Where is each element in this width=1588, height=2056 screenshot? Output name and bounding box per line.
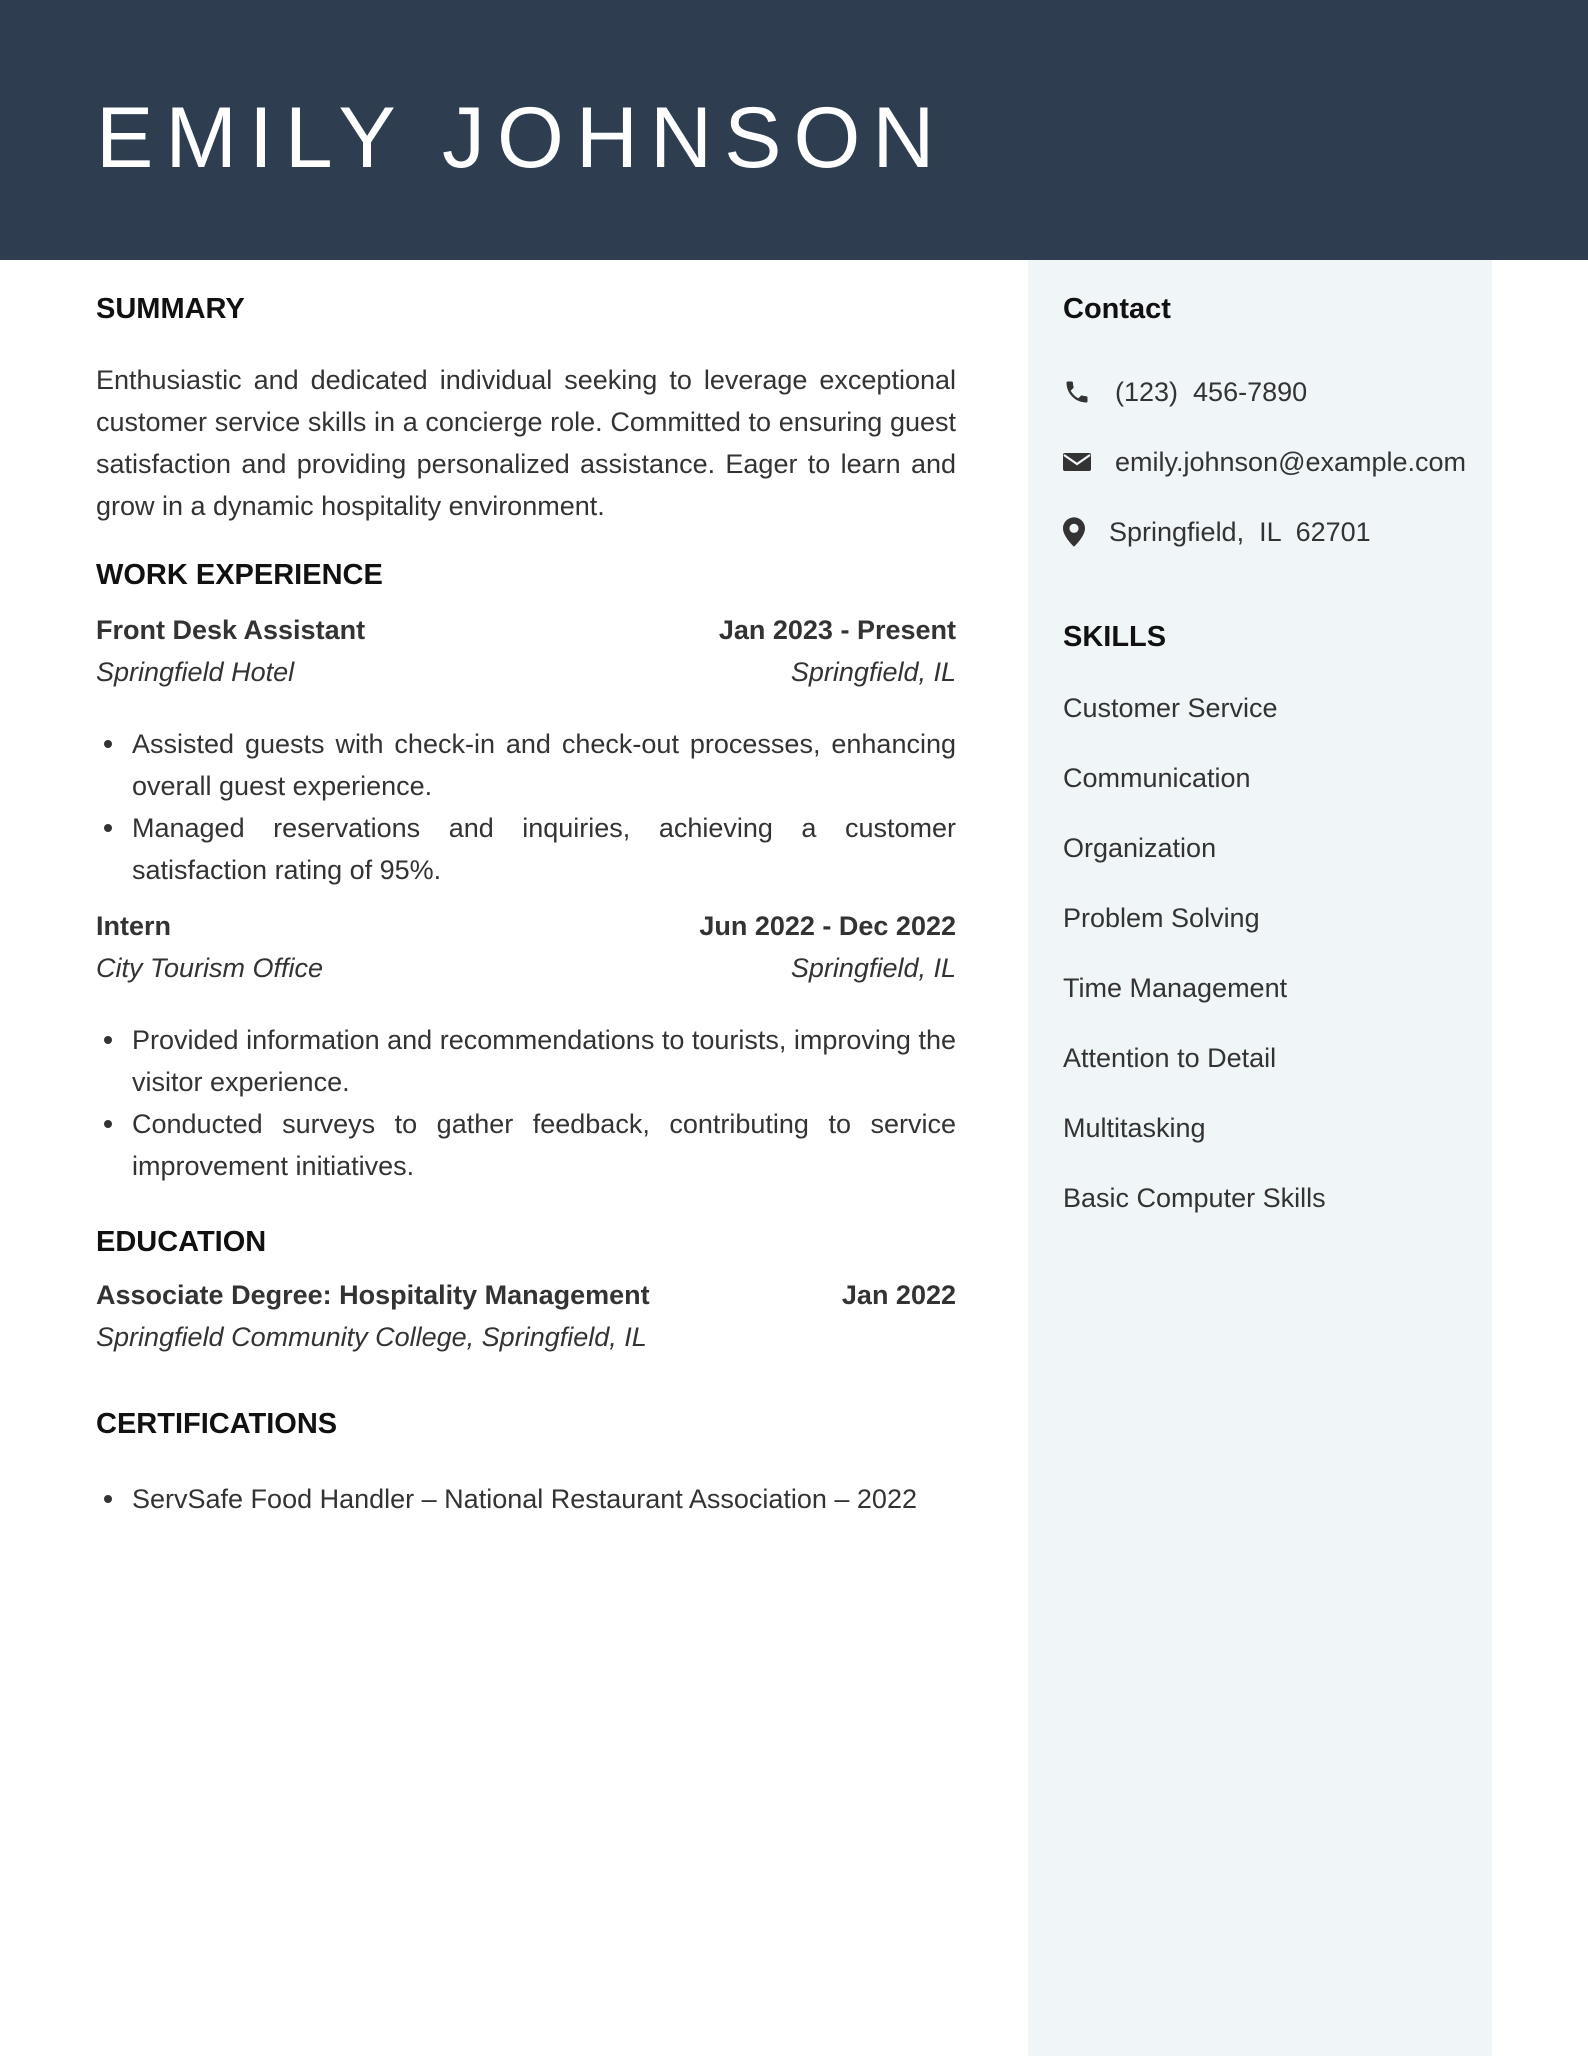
envelope-icon: [1063, 442, 1099, 482]
certifications-list: [96, 1478, 956, 1520]
phone-number: (123) 456-7890: [1115, 376, 1308, 407]
contact-heading: Contact: [1063, 293, 1171, 325]
job-dates: Jun 2022 - Dec 2022: [699, 910, 956, 941]
skill-item: Communication: [1063, 763, 1251, 793]
skill-item: Time Management: [1063, 973, 1288, 1003]
job-title-row: [96, 609, 956, 651]
job-location: Springfield, IL: [790, 656, 956, 687]
email-address: emily.johnson@example.com: [1115, 446, 1467, 477]
certifications-heading: CERTIFICATIONS: [96, 1408, 338, 1440]
bullet-text: Assisted guests with check-in and check-out processes, enhancing overall guest experience.: [132, 729, 956, 801]
education-date: Jan 2022: [841, 1279, 956, 1310]
skill-item: Customer Service: [1063, 693, 1278, 723]
list-item: [96, 1019, 956, 1103]
education-heading: EDUCATION: [96, 1226, 267, 1258]
summary-text: Enthusiastic and dedicated individual seeking to leverage exceptional customer service skills in a concierge role. Committed to ensuring guest satisfaction and providing personalized assistance. Eager to learn and grow in a dynamic hospitality environment.: [96, 365, 956, 521]
list-item: [96, 1103, 956, 1187]
contact-email: [1063, 442, 1466, 482]
certification-text: ServSafe Food Handler – National Restaurant Association – 2022: [132, 1484, 917, 1514]
bullet-text: Managed reservations and inquiries, achieving a customer satisfaction rating of 95%.: [132, 813, 956, 885]
education-degree: Associate Degree: Hospitality Management: [96, 1279, 650, 1310]
list-item: [96, 1478, 956, 1520]
job-location: Springfield, IL: [790, 952, 956, 983]
job-company-row: [96, 947, 956, 989]
header-banner: [0, 0, 1588, 260]
phone-icon: [1063, 372, 1099, 412]
education-school-row: [96, 1316, 956, 1358]
bullet-dot: [104, 1495, 112, 1503]
job-role: Intern: [96, 910, 172, 941]
job-company: Springfield Hotel: [96, 656, 295, 687]
education-school: Springfield Community College, Springfield, IL: [96, 1321, 647, 1352]
job-company-row: [96, 651, 956, 693]
contact-phone: [1063, 372, 1307, 412]
work-experience-heading: WORK EXPERIENCE: [96, 559, 383, 591]
skill-item: Basic Computer Skills: [1063, 1183, 1326, 1213]
bullet-dot: [104, 824, 112, 832]
map-pin-icon: [1063, 512, 1099, 552]
location-text: Springfield, IL 62701: [1109, 516, 1371, 547]
skill-item: Multitasking: [1063, 1113, 1206, 1143]
list-item: [96, 723, 956, 807]
skill-item: Organization: [1063, 833, 1217, 863]
job-title-row: [96, 905, 956, 947]
bullet-dot: [104, 1036, 112, 1044]
list-item: [96, 807, 956, 891]
skill-item: Problem Solving: [1063, 903, 1260, 933]
bullet-text: Conducted surveys to gather feedback, contributing to service improvement initiatives.: [132, 1109, 956, 1181]
skill-item: Attention to Detail: [1063, 1043, 1277, 1073]
bullet-dot: [104, 740, 112, 748]
summary-heading: SUMMARY: [96, 293, 245, 325]
job-dates: Jan 2023 - Present: [718, 614, 956, 645]
job-bullets: [96, 723, 956, 891]
bullet-dot: [104, 1120, 112, 1128]
contact-location: [1063, 512, 1371, 552]
bullet-text: Provided information and recommendations to tourists, improving the visitor experience.: [132, 1025, 956, 1097]
job-bullets: [96, 1019, 956, 1187]
job-role: Front Desk Assistant: [96, 614, 366, 645]
job-company: City Tourism Office: [96, 952, 324, 983]
education-degree-row: [96, 1274, 956, 1316]
skills-heading: SKILLS: [1063, 621, 1167, 653]
person-name: EMILY JOHNSON: [96, 90, 947, 186]
